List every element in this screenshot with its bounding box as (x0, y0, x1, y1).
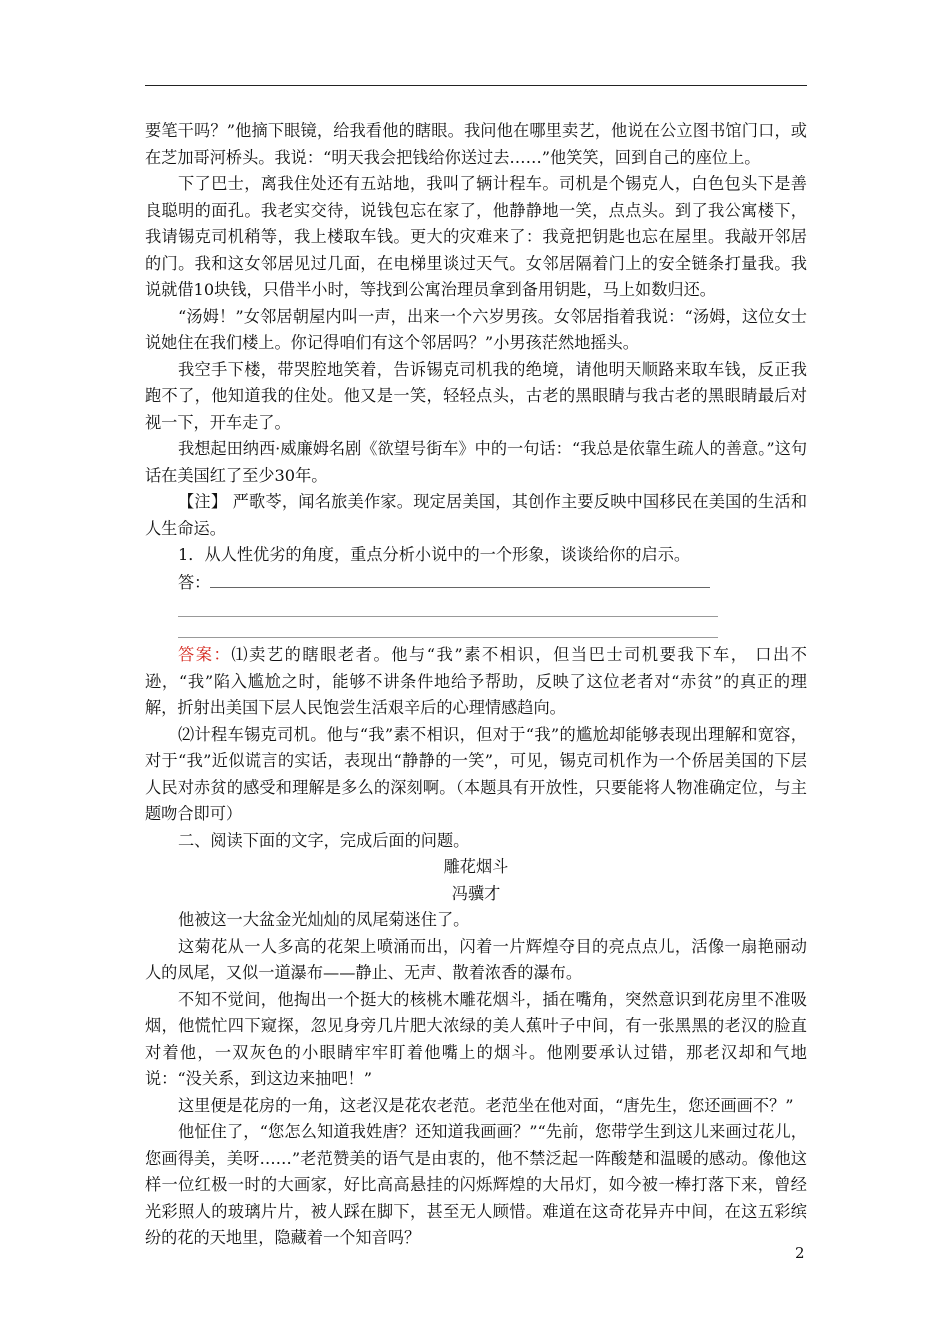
answer-line (178, 569, 807, 597)
story-paragraph: 这里便是花房的一角，这老汉是花农老范。老范坐在他对面，“唐先生，您还画画不？” (178, 1095, 794, 1115)
answer-blank[interactable] (178, 617, 718, 638)
note-label: 【注】 (178, 492, 228, 511)
paragraph: “汤姆！”女邻居朝屋内叫一声，出来一个六岁男孩。女邻居指着我说：“汤姆，这位女士说她住在我们楼上。你记得咱们有这个邻居吗？”小男孩茫然地摇头。 (145, 306, 807, 352)
question: 1．从人性优劣的角度，重点分析小说中的一个形象，谈谈给你的启示。 (178, 545, 691, 564)
story-paragraph: 他被这一大盆金光灿灿的凤尾菊迷住了。 (178, 910, 470, 929)
answer-title: 答案： (178, 645, 232, 664)
page-number: 2 (795, 1244, 805, 1262)
page-content (145, 118, 807, 1252)
story-paragraph: 这菊花从一人多高的花架上喷涌而出，闪着一片辉煌夺目的亮点点儿，活像一扇艳丽动人的凤尾，又似一道瀑布——静止、无声、散着浓香的瀑布。 (145, 936, 807, 982)
story-author: 冯骥才 (451, 883, 501, 903)
story-title: 雕花烟斗 (443, 857, 509, 876)
paragraph: 我空手下楼，带哭腔地笑着，告诉锡克司机我的绝境，请他明天顺路来取车钱，反正我跑不了，他知道我的住处。他又是一笑，轻轻点头，古老的黑眼睛与我古老的黑眼睛最后对视一下，开车走了。 (145, 359, 807, 432)
answer-text: ⑴卖艺的瞎眼老者。他与“我”素不相识，但当巴士司机要我下车， 口出不逊，“我”陷入尴尬之时，能够不讲条件地给予帮助，反映了这位老者对“赤贫”的真正的理解，折射出美国下层人民饱尝生活艰辛后的心理情感趋向。 (145, 645, 807, 717)
story-paragraph: 他怔住了，“您怎么知道我姓唐？还知道我画画？”“先前，您带学生到这儿来画过花儿，您画得美，美呀……”老范赞美的语气是由衷的，他不禁泛起一阵酸楚和温暖的感动。像他这样一位红极一时的大画家，好比高高悬挂的闪烁辉煌的大吊灯，如今被一棒打落下来，曾经光彩照人的玻璃片片，被人踩在脚下，甚至无人顾惜。难道在这奇花异卉中间，在这五彩缤纷的花的天地里，隐藏着一个知音吗？ (145, 1122, 807, 1247)
answer-label: 答： (178, 572, 211, 592)
paragraph: 我想起田纳西·威廉姆名剧《欲望号街车》中的一句话：“我总是依靠生疏人的善意。”这句话在美国红了至少30年。 (145, 439, 807, 485)
answer-paragraph (145, 642, 807, 722)
section-intro: 二、阅读下面的文字，完成后面的问题。 (178, 830, 470, 850)
answer-blank[interactable] (210, 569, 710, 588)
answer-paragraph: ⑵计程车锡克司机。他与“我”素不相识，但对于“我”的尴尬却能够表现出理解和宽容，对于“我”近似谎言的实话，表现出“静静的一笑”，可见，锡克司机作为一个侨居美国的下层人民对赤贫的感受和理解是多么的深刻啊。（本题具有开放性，只要能将人物准确定位，与主题吻合即可） (145, 724, 807, 823)
answer-blank[interactable] (178, 596, 718, 617)
paragraph: 下了巴士，离我住处还有五站地，我叫了辆计程车。司机是个锡克人，白色包头下是善良聪明的面孔。我老实交待，说钱包忘在家了，他静静地一笑，点点头。到了我公寓楼下，我请锡克司机稍等，我上楼取车钱。更大的灾难来了：我竟把钥匙也忘在屋里。我敲开邻居的门。我和这女邻居见过几面，在电梯里谈过天气。女邻居隔着门上的安全链条打量我。我说就借10块钱，只借半小时，等找到公寓治理员拿到备用钥匙，马上如数归还。 (145, 174, 807, 299)
note-text: 严歌苓，闻名旅美作家。现定居美国，其创作主要反映中国移民在美国的生活和人生命运。 (145, 492, 808, 538)
story-paragraph: 不知不觉间，他掏出一个挺大的核桃木雕花烟斗，插在嘴角，突然意识到花房里不准吸烟，他慌忙四下窥探，忽见身旁几片肥大浓绿的美人蕉叶子中间，有一张黑黑的老汉的脸直对着他，一双灰色的小眼睛牢牢盯着他嘴上的烟斗。他刚要承认过错，那老汉却和气地说：“没关系，到这边来抽吧！” (145, 989, 807, 1088)
header-rule (145, 85, 807, 86)
note-paragraph (145, 489, 807, 542)
paragraph: 要笔干吗？”他摘下眼镜，给我看他的瞎眼。我问他在哪里卖艺，他说在公立图书馆门口，或在芝加哥河桥头。我说：“明天我会把钱给你送过去……”他笑笑，回到自己的座位上。 (145, 121, 807, 167)
